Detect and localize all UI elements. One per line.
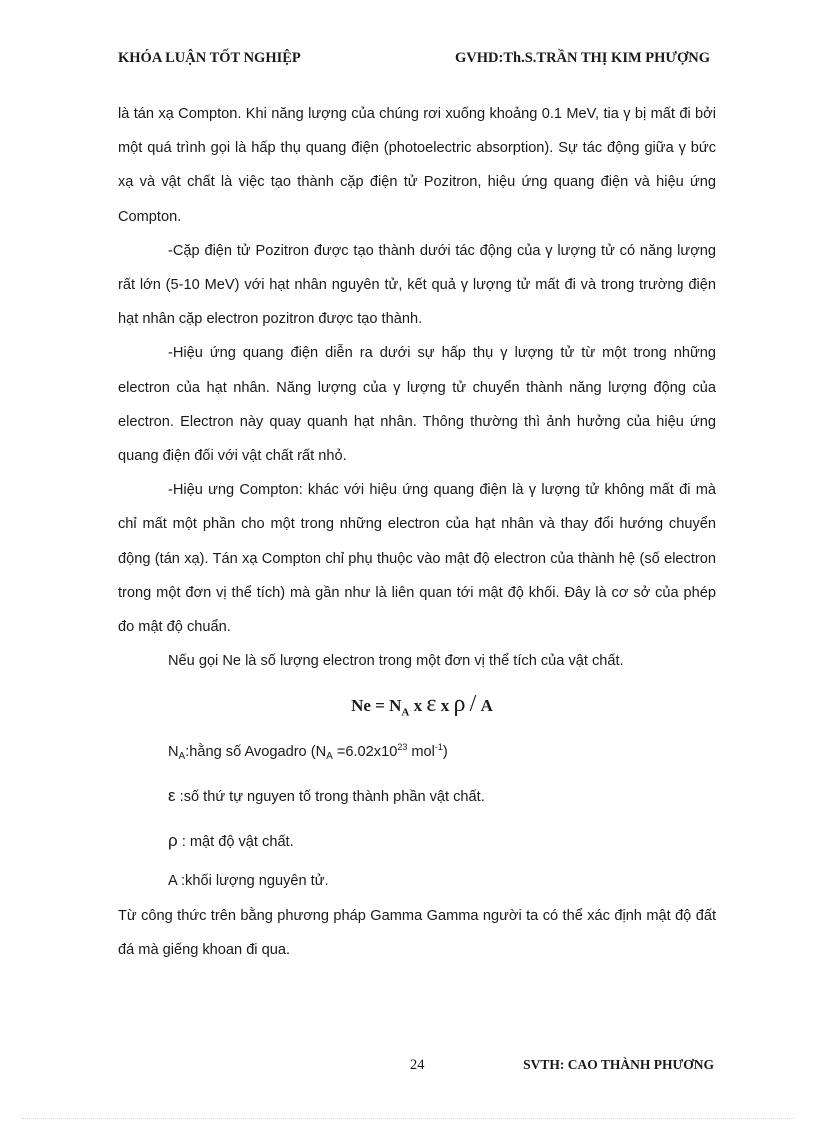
header-advisor: GVHD:Th.S.TRẦN THỊ KIM PHƯỢNG bbox=[455, 50, 710, 66]
def-na-text-sub: A bbox=[326, 751, 333, 763]
document-body bbox=[118, 97, 716, 967]
def-a-symbol: A bbox=[168, 873, 177, 890]
def-rho-text: : mật độ vật chất. bbox=[177, 834, 294, 851]
def-rho-symbol: ρ bbox=[168, 831, 178, 851]
definition-atomic-mass bbox=[118, 864, 716, 898]
page-bottom-divider bbox=[22, 1118, 794, 1119]
definition-rho bbox=[118, 819, 716, 864]
def-na-value: =6.02x10 bbox=[332, 744, 398, 761]
formula-slash: / bbox=[469, 691, 477, 718]
electron-density-formula bbox=[128, 678, 716, 730]
page-header bbox=[118, 50, 710, 72]
paragraph-photoelectric: -Hiệu ứng quang điện diễn ra dưới sự hấp thụ γ lượng tử từ một trong những electron của hạt nhân. Năng lượng của γ lượng tử chuyển thành năng lượng động của electron. Electron này quay quanh hạt nhân. Thông thường thì ảnh hưởng của hiệu ứng quang điện đối với vật chất rất nhỏ. bbox=[118, 345, 716, 465]
def-na-unit: mol bbox=[407, 744, 435, 761]
def-na-symbol: N bbox=[168, 744, 179, 761]
def-epsilon-symbol: ε bbox=[168, 786, 176, 806]
page-footer bbox=[118, 1057, 714, 1077]
header-thesis-title: KHÓA LUẬN TỐT NGHIỆP bbox=[118, 50, 301, 66]
paragraph-compton-intro: là tán xạ Compton. Khi năng lượng của chúng rơi xuống khoảng 0.1 MeV, tia γ bị mất đi bởi một quá trình gọi là hấp thụ quang điện (photoelectric absorption). Sự tác động giữa γ bức xạ và vật chất là việc tạo thành cặp điện tử Pozitron, hiệu ứng quang điện và hiệu ứng Compton. bbox=[118, 106, 716, 225]
formula-times: x bbox=[409, 696, 427, 716]
def-a-text: :khối lượng nguyên tử. bbox=[176, 873, 329, 890]
formula-times-2: x bbox=[436, 696, 454, 716]
def-epsilon-text: :số thứ tự nguyen tố trong thành phần vật chất. bbox=[175, 789, 485, 806]
def-na-symbol-sub: A bbox=[178, 751, 186, 763]
formula-epsilon: ε bbox=[426, 691, 437, 718]
definition-epsilon bbox=[118, 774, 716, 819]
def-na-text: :hằng số Avogadro (N bbox=[185, 744, 327, 761]
paragraph-compton-effect: -Hiệu ưng Compton: khác với hiệu ứng quang điện là γ lượng tử không mất đi mà chỉ mất một phần cho một trong những electron của hạt nhân và thay đổi hướng chuyển động (tán xạ). Tán xạ Compton chỉ phụ thuộc vào mật độ electron của thành hệ (số electron trong một đơn vị thể tích) mà gần như là liên quan tới mật độ khối. Đây là cơ sở của phép đo mật độ chuẩn. bbox=[118, 482, 716, 636]
footer-author: SVTH: CAO THÀNH PHƯƠNG bbox=[523, 1057, 714, 1072]
paragraph-conclusion: Từ công thức trên bằng phương pháp Gamma Gamma người ta có thể xác định mật độ đất đá mà giếng khoan đi qua. bbox=[118, 907, 716, 958]
def-na-close: ) bbox=[442, 744, 448, 761]
formula-denominator: A bbox=[480, 696, 493, 716]
definition-avogadro bbox=[118, 730, 716, 774]
formula-lhs: Ne = N bbox=[351, 696, 402, 716]
def-na-unit-exponent: -1 bbox=[434, 742, 443, 753]
paragraph-pair-production: -Cặp điện tử Pozitron được tạo thành dưới tác động của γ lượng tử có năng lượng rất lớn (5-10 MeV) với hạt nhân nguyên tử, kết quả γ lượng tử mất đi và trong trường điện hạt nhân cặp electron pozitron được tạo thành. bbox=[118, 242, 716, 328]
paragraph-ne-intro: Nếu gọi Ne là số lượng electron trong một đơn vị thể tích của vật chất. bbox=[168, 653, 624, 670]
page-number: 24 bbox=[410, 1057, 425, 1073]
formula-rho: ρ bbox=[453, 691, 466, 718]
formula-subscript: A bbox=[401, 706, 410, 719]
def-na-exponent: 23 bbox=[397, 742, 408, 753]
